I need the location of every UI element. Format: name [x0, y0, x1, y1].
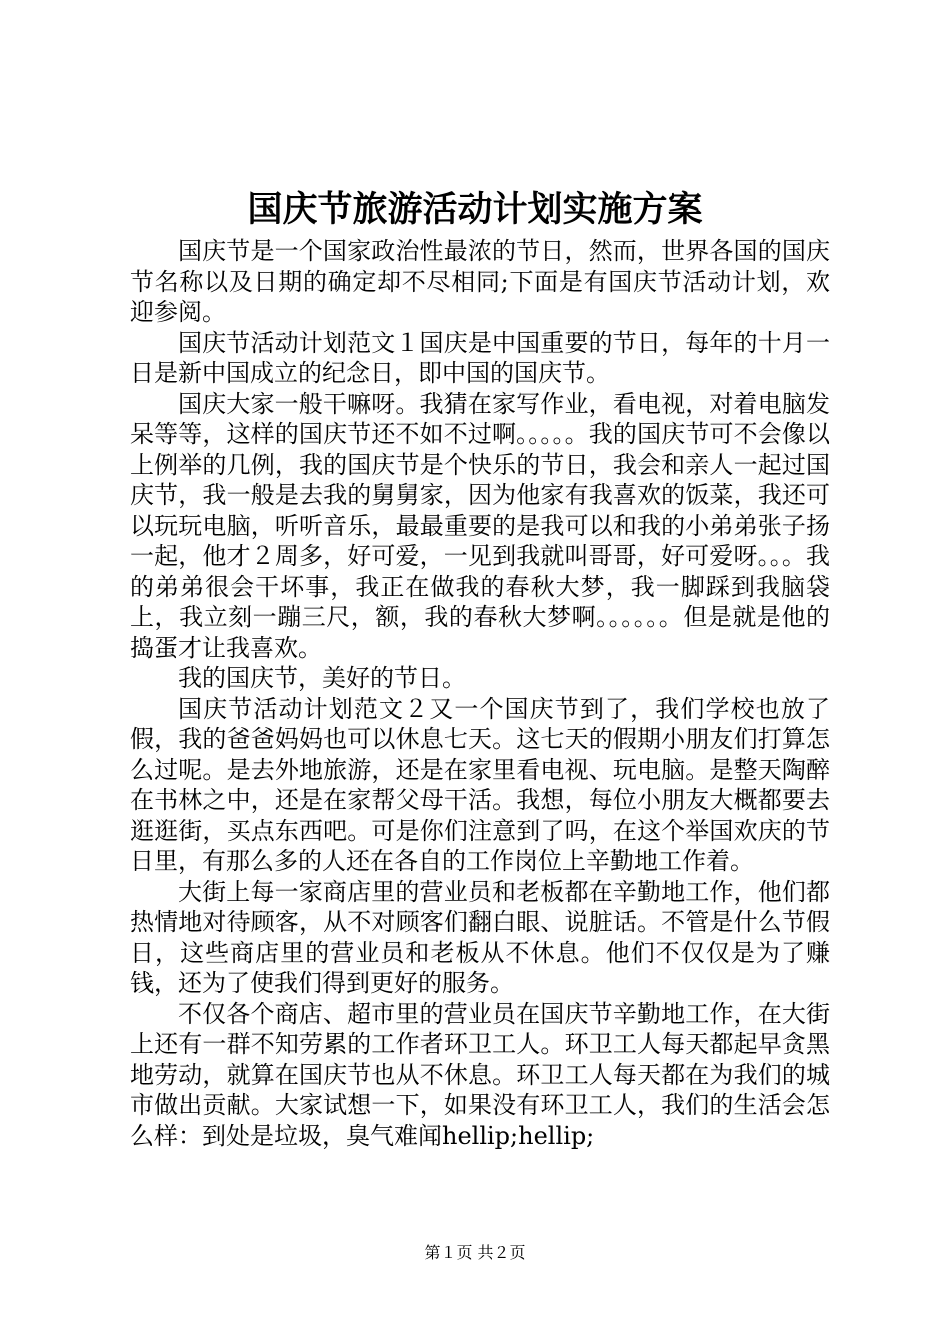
paragraph: 国庆节活动计划范文２又一个国庆节到了，我们学校也放了假，我的爸爸妈妈也可以休息七天。这七天的假期小朋友们打算怎么过呢。是去外地旅游，还是在家里看电视、玩电脑。是整天陶醉在书林之中，还是在家帮父母干活。我想，每位小朋友大概都要去逛逛街，买点东西吧。可是你们注意到了吗，在这个举国欢庆的节日里，有那么多的人还在各自的工作岗位上辛勤地工作着。: [130, 694, 830, 875]
document-title: 国庆节旅游活动计划实施方案: [247, 189, 703, 230]
paragraph: 国庆节活动计划范文１国庆是中国重要的节日，每年的十月一日是新中国成立的纪念日，即中国的国庆节。: [130, 328, 830, 387]
page-number-footer: 第１页 共２页: [424, 1243, 526, 1262]
paragraph: 国庆大家一般干嘛呀。我猜在家写作业，看电视，对着电脑发呆等等，这样的国庆节还不如不过啊。。。。。我的国庆节可不会像以上例举的几例，我的国庆节是个快乐的节日，我会和亲人一起过国庆节，我一般是去我的舅舅家，因为他家有我喜欢的饭菜，我还可以玩玩电脑，听听音乐，最最重要的是我可以和我的小弟弟张子扬一起，他才２周多，好可爱，一见到我就叫哥哥，好可爱呀。。。我的弟弟很会干坏事，我正在做我的春秋大梦，我一脚踩到我脑袋上，我立刻一蹦三尺，额，我的春秋大梦啊。。。。。。但是就是他的捣蛋才让我喜欢。: [130, 389, 830, 662]
paragraph: 国庆节是一个国家政治性最浓的节日，然而，世界各国的国庆节名称以及日期的确定却不尽相同;下面是有国庆节活动计划，欢迎参阅。: [130, 237, 830, 326]
paragraph: 大街上每一家商店里的营业员和老板都在辛勤地工作，他们都热情地对待顾客，从不对顾客们翻白眼、说脏话。不管是什么节假日，这些商店里的营业员和老板从不休息。他们不仅仅是为了赚钱，还为了使我们得到更好的服务。: [130, 877, 830, 997]
paragraph: 不仅各个商店、超市里的营业员在国庆节辛勤地工作，在大街上还有一群不知劳累的工作者环卫工人。环卫工人每天都起早贪黑地劳动，就算在国庆节也从不休息。环卫工人每天都在为我们的城市做出贡献。大家试想一下，如果没有环卫工人，我们的生活会怎么样：到处是垃圾，臭气难闻hellip;hellip;: [130, 999, 830, 1150]
document-body: [130, 236, 830, 1151]
paragraph: 我的国庆节，美好的节日。: [178, 664, 466, 692]
